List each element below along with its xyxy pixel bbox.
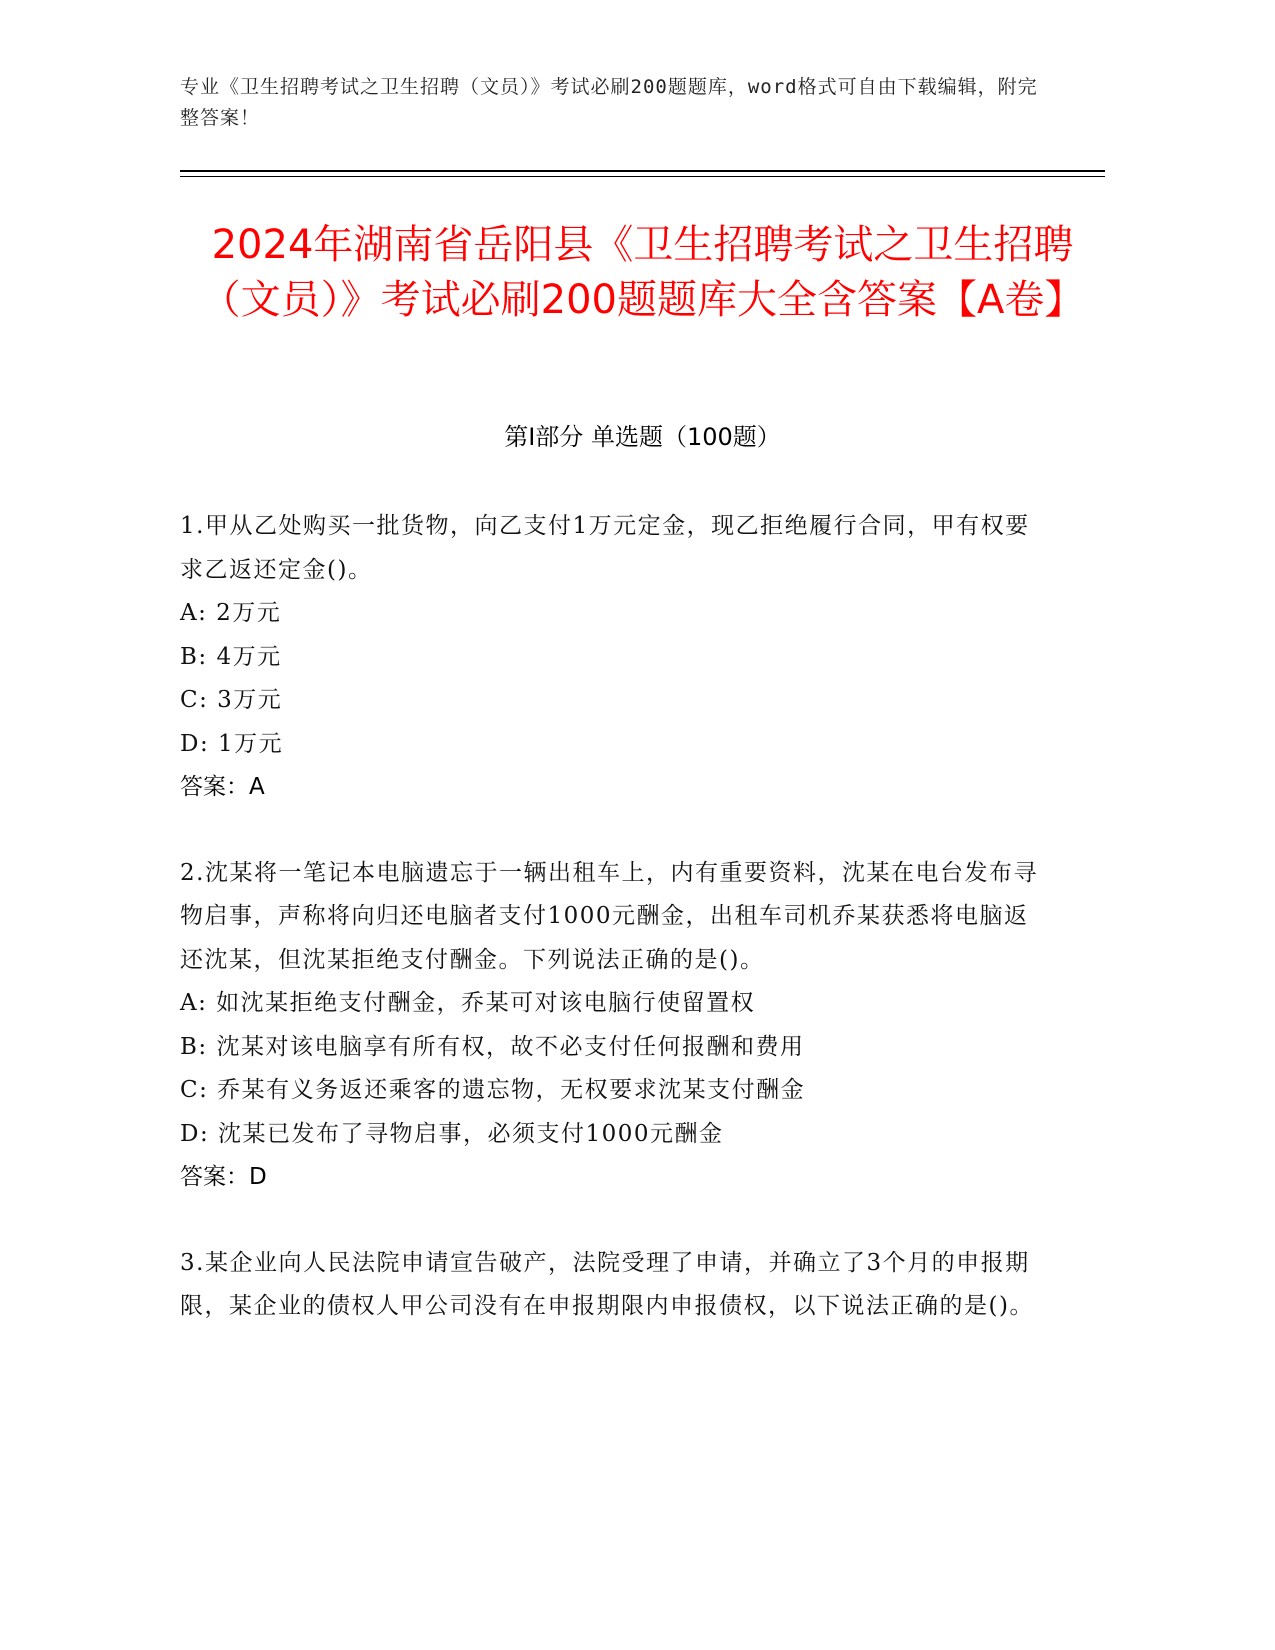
question-3 [180,1242,1040,1329]
option-a: A: 2万元 [180,600,282,626]
question-1 [180,505,1040,810]
answer-label: 答案：D [180,1164,267,1190]
option-b: B: 4万元 [180,643,282,670]
header-note: 专业《卫生招聘考试之卫生招聘（文员）》考试必刷200题题库，word格式可自由下载编辑，附完整答案！ [180,76,1038,129]
option-c: C: 乔某有义务返还乘客的遗忘物，无权要求沈某支付酬金 [180,1077,806,1103]
question-2 [180,852,1040,1200]
option-b: B: 沈某对该电脑享有所有权，故不必支付任何报酬和费用 [180,1033,805,1060]
option-c: C: 3万元 [180,687,283,713]
document-title: 2024年湖南省岳阳县《卫生招聘考试之卫生招聘（文员）》考试必刷200题题库大全含答案【A卷】 [200,222,1085,323]
option-d: D: 1万元 [180,730,284,757]
header-divider-thin [180,176,1105,177]
question-stem: 2.沈某将一笔记本电脑遗忘于一辆出租车上，内有重要资料，沈某在电台发布寻物启事，声称将向归还电脑者支付1000元酬金，出租车司机乔某获悉将电脑返还沈某，但沈某拒绝支付酬金。下列说法正确的是()。 [180,859,1038,973]
option-a: A: 如沈某拒绝支付酬金，乔某可对该电脑行使留置权 [180,990,756,1016]
question-stem: 1.甲从乙处购买一批货物，向乙支付1万元定金，现乙拒绝履行合同，甲有权要求乙返还定金()。 [180,513,1030,583]
question-list [180,505,1040,1371]
question-stem: 3.某企业向人民法院申请宣告破产，法院受理了申请，并确立了3个月的申报期限，某企业的债权人甲公司没有在申报期限内申报债权，以下说法正确的是()。 [180,1249,1034,1319]
option-d: D: 沈某已发布了寻物启事，必须支付1000元酬金 [180,1120,724,1147]
header-divider-thick [180,170,1105,172]
answer-label: 答案：A [180,774,265,800]
section-title: 第Ⅰ部分 单选题（100题） [504,423,781,451]
